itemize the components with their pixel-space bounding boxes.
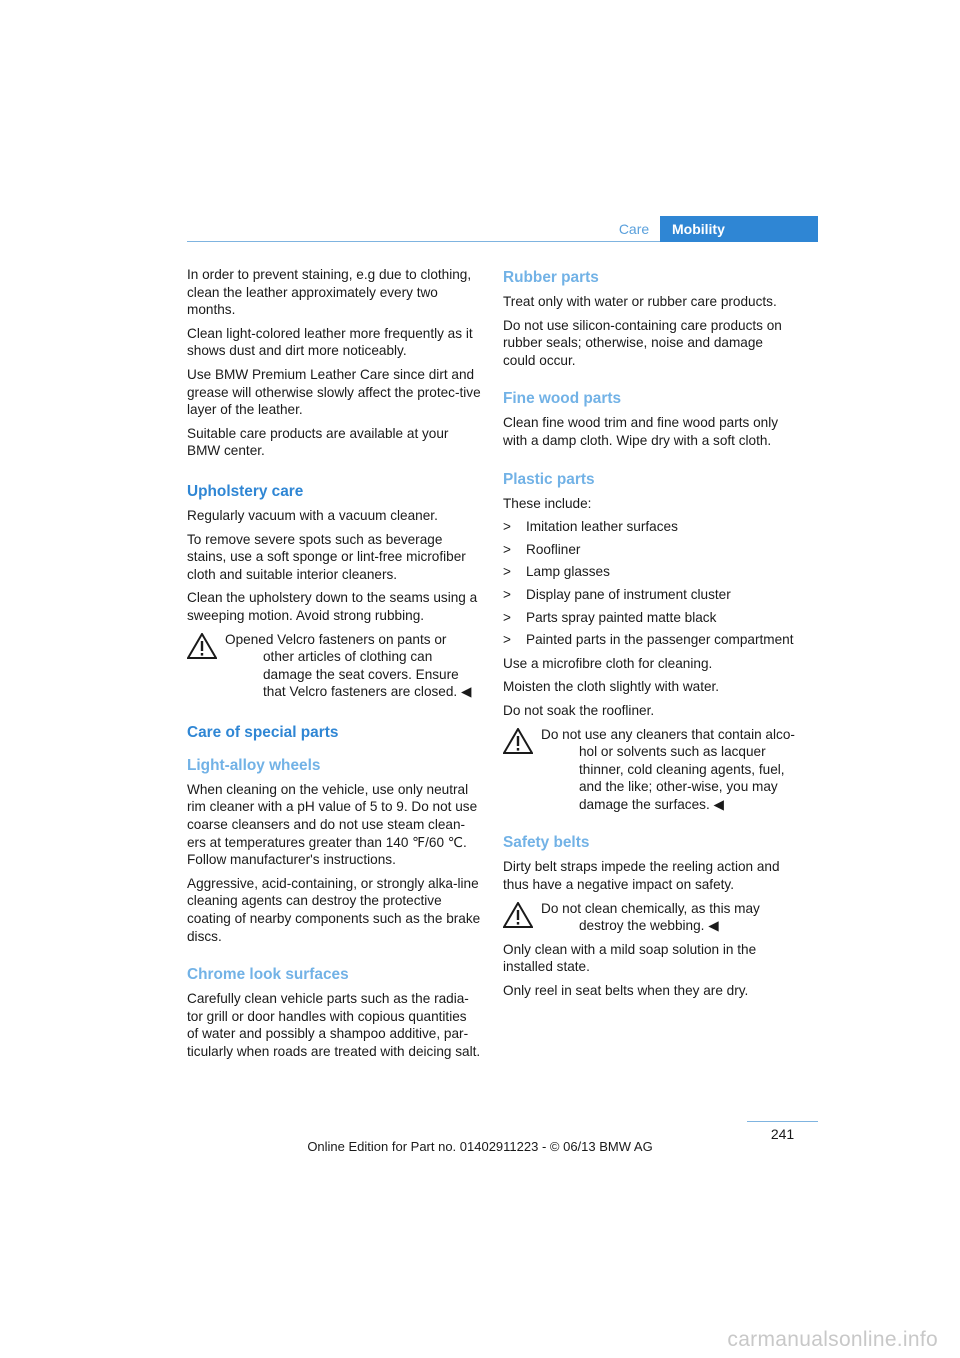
page-number: 241 [770,1126,795,1142]
list-item: > Roofliner [503,541,581,557]
bullet-marker: > [503,609,511,625]
bullet-marker: > [503,564,511,580]
belts-paragraph: Dirty belt straps impede the reeling action and thus have a negative impact on safety. [503,859,780,893]
heading-light-alloy-wheels: Light-alloy wheels [187,756,321,774]
alloy-paragraph-2: Aggressive, acid-containing, or strongly alka-line cleaning agents can destroy the protective coating of nearby components such as the brake discs. [187,875,481,944]
alloy-paragraph-1: When cleaning on the vehicle, use only neutral rim cleaner with a pH value of 5 to 9. Do not use coarse cleansers and do not use steam clean-ers at temperatures greater than 140 ℉/60 ℃. Follow manufacturer's instructions. [187,781,478,868]
upholstery-paragraph-1: Regularly vacuum with a vacuum cleaner. [187,507,438,523]
upholstery-paragraph-3: Clean the upholstery down to the seams using a sweeping motion. Avoid strong rubbing. [187,590,478,623]
warning-triangle-icon [503,902,533,928]
rubber-paragraph-2: Do not use silicon-containing care products on rubber seals; otherwise, noise and damage could occur. [503,317,782,368]
section-tab-care: Care [618,221,650,237]
end-mark: ◀ [713,796,724,812]
heading-rubber-parts: Rubber parts [503,269,599,286]
page-number-rule [747,1121,818,1122]
heading-care-special-parts: Care of special parts [187,723,339,741]
leather-paragraph-2: Clean light-colored leather more frequently as it shows dust and dirt more noticeably. [187,325,473,359]
cleaners-warning-text: Do not use any cleaners that contain alco-hol or solvents such as lacquer thinner, cold cleaning agents, fuel, and the like; other-wise, you may damage the surfaces. ◀ [541,726,795,812]
warning-triangle-icon [503,728,533,754]
bullet-marker: > [503,519,511,535]
belts-paragraph-2: Only clean with a mild soap solution in the installed state. [503,941,757,975]
watermark-text: carmanualsonline.info [727,1328,938,1351]
cleaners-warning [503,726,797,814]
right-column [503,266,797,1006]
plastic-intro: These include: [503,495,592,511]
edition-footer: Online Edition for Part no. 01402911223 - © 06/13 BMW AG [307,1139,653,1154]
heading-safety-belts: Safety belts [503,834,590,852]
plastic-paragraph-1: Use a microfibre cloth for cleaning. [503,655,713,671]
rubber-paragraph-1: Treat only with water or rubber care products. [503,294,777,309]
bullet-marker: > [503,586,511,602]
belts-paragraph-3: Only reel in seat belts when they are dry. [503,983,749,999]
list-item: > Painted parts in the passenger compartment [503,632,794,648]
plastic-parts-list [503,518,797,649]
end-mark: ◀ [708,918,719,934]
bullet-marker: > [503,632,511,648]
chrome-paragraph: Carefully clean vehicle parts such as the radia-tor grill or door handles with copious quantities of water and possibly a shampoo additive, par-ticularly when roads are treated with deicing salt. [187,991,481,1059]
belts-warning-text: Do not clean chemically, as this may destroy the webbing. ◀ [541,900,760,934]
wood-paragraph: Clean fine wood trim and fine wood parts only with a damp cloth. Wipe dry with a soft cloth. [503,415,779,448]
list-item: > Display pane of instrument cluster [503,586,731,602]
velcro-warning [187,631,481,701]
bullet-marker: > [503,541,511,557]
list-item: > Lamp glasses [503,564,610,580]
belts-warning [503,900,797,935]
left-column [187,266,481,1067]
leather-paragraph-4: Suitable care products are available at your BMW center. [187,425,449,459]
list-item: > Imitation leather surfaces [503,519,678,535]
leather-paragraph-1: In order to prevent staining, e.g due to clothing, clean the leather approximately every two months. [187,267,472,318]
list-item: > Parts spray painted matte black [503,609,717,625]
heading-upholstery-care: Upholstery care [187,482,304,500]
heading-chrome-look-surfaces: Chrome look surfaces [187,966,349,984]
plastic-paragraph-2: Moisten the cloth slightly with water. [503,679,720,695]
velcro-warning-text: Opened Velcro fasteners on pants or other articles of clothing can damage the seat covers. Ensure that Velcro fasteners are closed. ◀ [225,631,472,700]
leather-paragraph-3: Use BMW Premium Leather Care since dirt and grease will otherwise slowly affect the protec-tive layer of the leather. [187,366,481,418]
heading-fine-wood-parts: Fine wood parts [503,390,621,408]
plastic-paragraph-3: Do not soak the roofliner. [503,702,655,718]
warning-triangle-icon [187,633,217,659]
chapter-tab-mobility: Mobility [660,216,818,242]
upholstery-paragraph-2: To remove severe spots such as beverage stains, use a soft sponge or lint-free microfiber cloth and suitable interior cleaners. [187,531,466,582]
end-mark: ◀ [460,684,472,700]
heading-plastic-parts: Plastic parts [503,470,595,488]
